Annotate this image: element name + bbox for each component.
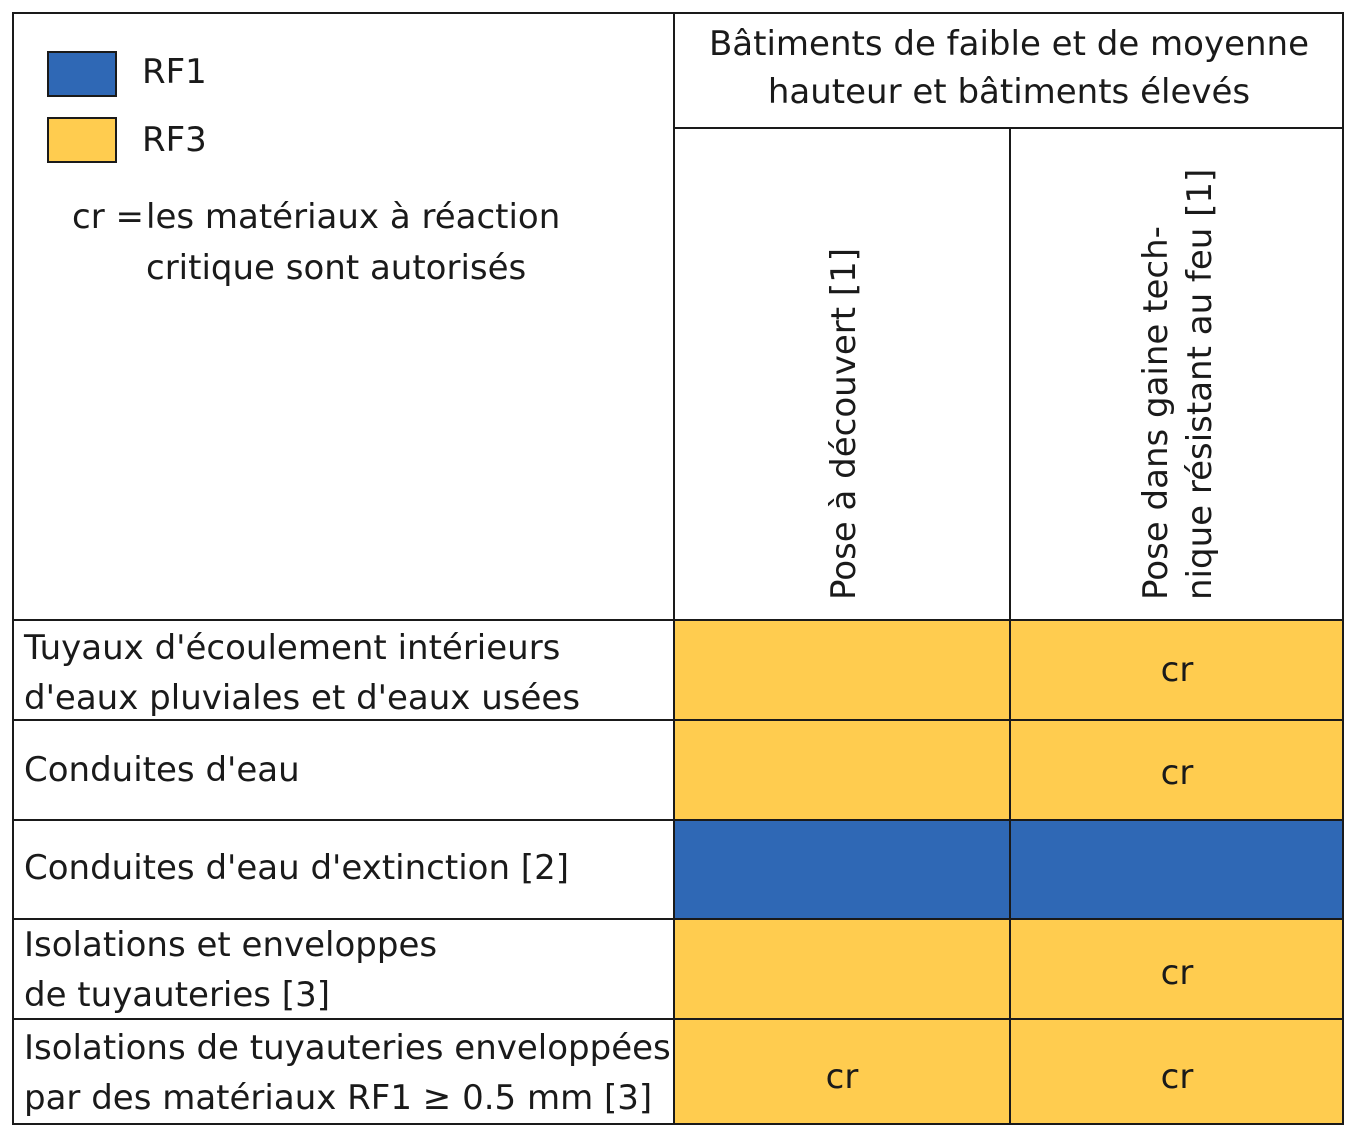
legend-swatch-rf3 xyxy=(47,117,117,163)
row-label-4: Isolations et enveloppes de tuyauteries [3] xyxy=(24,925,438,1015)
legend-label-rf3: RF3 xyxy=(142,120,207,160)
header-col2-line1: Pose dans gaine tech- xyxy=(1136,226,1176,600)
grid-hline-row3 xyxy=(12,819,1344,821)
row-label-3: Conduites d'eau d'extinction [2] xyxy=(24,848,569,888)
header-group-line1: Bâtiments de faible et de moyenne xyxy=(708,24,1310,64)
legend-swatch-rf1 xyxy=(47,51,117,97)
cell-text-r1-c2: cr xyxy=(1160,650,1194,690)
grid-hline-header xyxy=(673,127,1344,129)
cell-text-r4-c2: cr xyxy=(1160,953,1194,993)
cell-text-r5-c2: cr xyxy=(1160,1057,1194,1097)
row-label-5: Isolations de tuyauteries enveloppées par des matériaux RF1 ≥ 0.5 mm [3] xyxy=(24,1028,671,1118)
grid-hline-row1 xyxy=(12,619,1344,621)
header-col1: Pose à découvert [1] xyxy=(824,247,864,600)
cell-text-r5-c1: cr xyxy=(825,1057,859,1097)
row-label-1: Tuyaux d'écoulement intérieurs d'eaux pluviales et d'eaux usées xyxy=(24,628,581,718)
legend-note-line1: les matériaux à réaction xyxy=(146,197,561,237)
header-group-line2: hauteur et bâtiments élevés xyxy=(767,72,1251,112)
cell-text-r2-c2: cr xyxy=(1160,753,1194,793)
legend-label-rf1: RF1 xyxy=(142,52,207,92)
grid-vline-left xyxy=(673,12,675,1125)
legend-note-line2: critique sont autorisés xyxy=(146,248,527,288)
row-label-2: Conduites d'eau xyxy=(24,750,300,790)
legend-note-prefix: cr = xyxy=(72,197,144,237)
header-group-title xyxy=(674,20,1344,116)
header-col2-line2: nique résistant au feu [1] xyxy=(1180,168,1220,600)
